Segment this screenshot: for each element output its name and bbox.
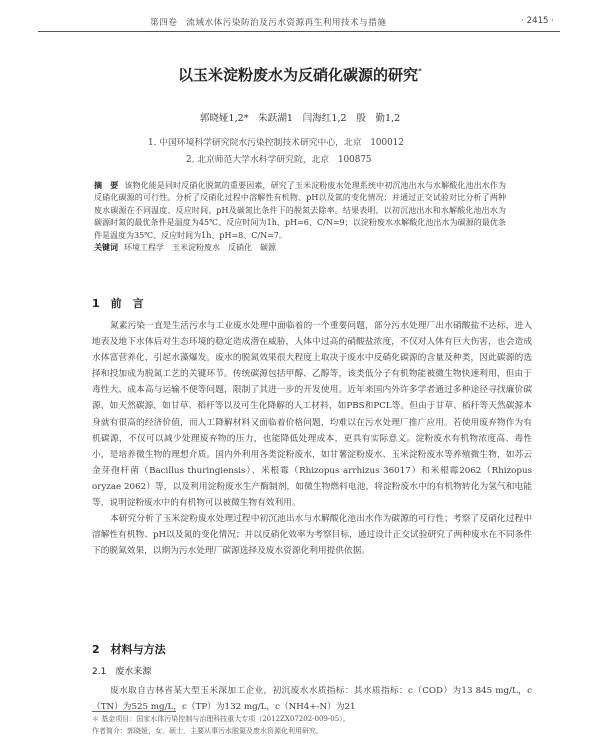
subsection-heading-wastewater-source: 2.1 废水来源: [92, 667, 152, 677]
keywords-line: [94, 242, 506, 254]
section-heading-introduction: 1 前 言: [92, 297, 144, 310]
affiliation-1: 1. 中国环境科学研究院水污染控制技术研究中心，北京 100012: [148, 138, 404, 148]
footnote-rule: [92, 711, 176, 712]
author-list: 郭晓娅1,2* 朱跃湖1 闫海红1,2 殷 勤1,2: [199, 113, 401, 124]
keywords-label: 关键词: [94, 243, 118, 253]
intro-paragraph-2: 本研究分析了玉米淀粉废水处理过程中初沉池出水与水解酸化池出水作为碳源的可行性；考察了反硝化过程中溶解性有机物、pH以及氮的变化情况；并以反硝化效率为考察目标，通过设计正交试验研究了两种废水在不同条件下的脱氮效果，以期为污水处理厂碳源选择及废水资源化利用提供依据。: [92, 514, 532, 557]
header-rule: [38, 31, 560, 32]
running-header: [150, 16, 554, 30]
affiliation-2: 2. 北京师范大学水科学研究院，北京 100875: [186, 155, 372, 165]
section-heading-methods: 2 材料与方法: [92, 643, 166, 656]
running-header-text: 第四卷 流域水体污染防治及污水资源再生利用技术与措施: [150, 18, 387, 28]
abstract-label: 摘 要: [94, 181, 119, 190]
methods-paragraph-1: 废水取自吉林省某大型玉米深加工企业，初沉废水水质指标：其水质指标：c（COD）为13 845 mg/L，c（TN）为525 mg/L，c（TP）为132 mg/L，c（NH4+-N）为21: [92, 686, 532, 713]
page-number: · 2415 ·: [521, 16, 554, 26]
abstract-block: [94, 180, 506, 254]
footnote-funding: ＊ 基金项目：国家水体污染控制与治理科技重大专项（2012ZX07202-009-05）。: [92, 715, 350, 723]
keywords-text: 环境工程学 玉米淀粉废水 反硝化 碳源: [124, 243, 276, 253]
footnote-author-bio: 作者简介：郭晓娅，女，硕士，主要从事污水脱氮及废水资源化利用研究。: [92, 727, 323, 735]
title-footnote-mark: *: [418, 67, 422, 76]
intro-paragraph-1: 氮素污染一直是生活污水与工业废水处理中面临着的一个重要问题，部分污水处理厂出水硝酸盐不达标，进入地表及地下水体后对生态环境的稳定造成潜在威胁，人体中过高的硝酸盐浓度，不仅对人体有巨大伤害，也会造成水体富营养化，引起水藻爆发。废水的脱氮效果很大程度上取决于废水中反硝化碳源的含量及种类，因此碳源的选择和投加成为脱氮工艺的关键环节。传统碳源包括甲醇、乙醇等，该类低分子有机物能被微生物快速利用，但由于毒性大、成本高与运输不便等问题，限制了其进一步的开发使用。近年来国内外许多学者通过多种途径寻找廉价碳源，如天然碳源，如甘草、稻秆等以及可生化降解的人工材料，如PBS和PCL等。但由于甘草、稻秆等天然碳源本身就有很高的经济价值，而人工降解材料又面临着价格问题，均难以在污水处理厂推广应用。若使用废弃物作为有机碳源，不仅可以减少处理废弃物的压力，也能降低处理成本，更具有实际意义。淀粉废水有机物浓度高、毒性小，是培养微生物的理想介质。国内外利用各类淀粉废水，如甘薯淀粉废水、玉米淀粉废水等养殖微生物，如苏云金芽孢杆菌（Bacillus thuringiensis）、米根霉（Rhizopus arrhizus 36017）和米根霉2062（Rhizopus oryzae 2062）等，以及利用淀粉废水生产酶制剂，如微生物燃料电池，将淀粉废水中的有机物转化为氢气和电能等，说明淀粉废水中的有机物可以被微生物有效利用。: [92, 321, 532, 509]
abstract-paragraph: [94, 180, 506, 242]
introduction-body: [92, 318, 532, 559]
paper-title-text: 以玉米淀粉废水为反硝化碳源的研究: [177, 66, 418, 84]
abstract-text: 该物化能是同时反硝化脱氮的重要因素，研究了玉米淀粉废水处理系统中初沉池出水与水解酸化池出水作为反硝化碳源的可行性。分析了反硝化过程中溶解性有机物、pH以及氮的变化情况；并通过正交试验对比分析了两种废水碳源在不同温度、反应时间、pH及碳氮比条件下的脱氮去除率。结果表明，以初沉池出水和水解酸化池出水为碳源时氮的最优条件是温度为45℃、反应时间为1h、pH=6、C/N=9；以淀粉废水水解酸化池出水为碳源的最优条件是温度为35℃、反应时间为1h、pH=8、C/N=7。: [94, 181, 507, 240]
paper-title: [0, 64, 600, 85]
